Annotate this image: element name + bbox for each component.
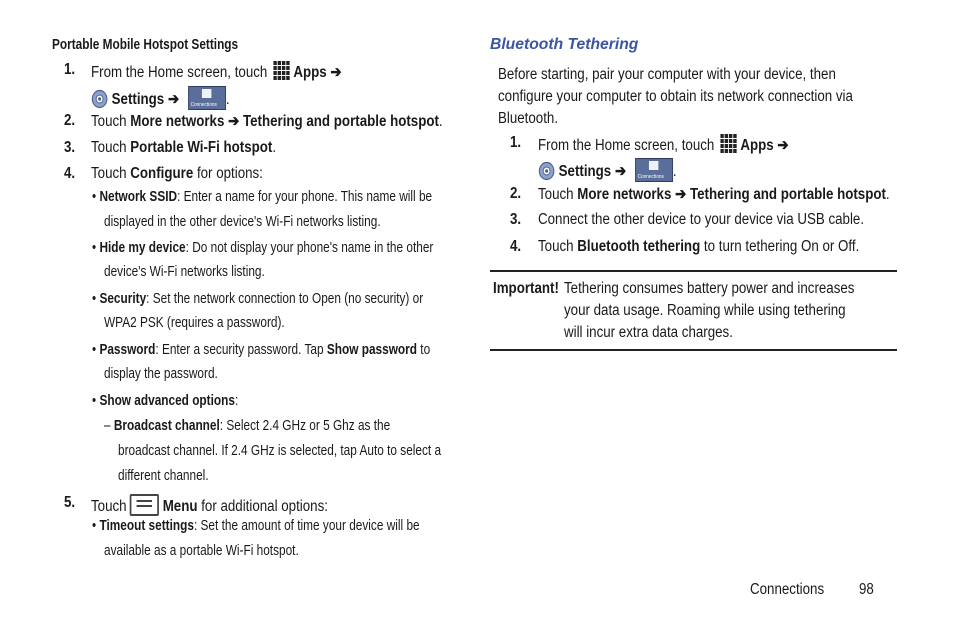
step-number: 2. [510,185,522,202]
settings-gear-icon [91,89,108,109]
bullet-security: • Security: Set the network connection to Open (no security) or [92,291,424,307]
intro-line-2: configure your computer to obtain its network connection via [498,88,853,105]
apps-grid-icon [721,134,738,154]
connections-tab-icon: Connections [635,158,673,182]
footer-section: Connections [750,581,825,598]
page-number: 98 [859,581,874,598]
bullet-timeout-settings-cont: available as a portable Wi-Fi hotspot. [104,543,299,559]
section-title: Portable Mobile Hotspot Settings [52,37,239,53]
step-5-line: Touch Menu for additional options: [91,494,328,516]
sub-bullet-broadcast-channel: – Broadcast channel: Select 2.4 GHz or 5 Ghz as the [104,418,391,434]
step-1-line-2: Settings ➔ Connections . [91,86,230,110]
step-number: 4. [510,238,522,255]
important-line-3: will incur extra data charges. [564,324,733,341]
r-step-3-line: Connect the other device to your device via USB cable. [538,211,865,228]
intro-line-3: Bluetooth. [498,110,559,127]
r-step-1-line: From the Home screen, touch Apps ➔ [538,134,789,155]
section-heading: Bluetooth Tethering [490,36,639,53]
step-number: 3. [510,211,522,228]
r-step-4-line: Touch Bluetooth tethering to turn tethering On or Off. [538,238,860,255]
bullet-security-cont: WPA2 PSK (requires a password). [104,315,285,331]
intro-line-1: Before starting, pair your computer with your device, then [498,66,836,83]
sub-bullet-cont-1: broadcast channel. If 2.4 GHz is selected, tap Auto to select a [118,443,442,459]
bullet-advanced-options: • Show advanced options: [92,393,239,409]
important-top-rule [490,270,897,272]
step-number: 5. [64,494,76,511]
apps-grid-icon [274,61,291,81]
bullet-network-ssid-cont: displayed in the other device's Wi-Fi networks listing. [104,214,381,230]
sub-bullet-cont-2: different channel. [118,468,209,484]
menu-key-icon [130,494,159,516]
step-4-line: Touch Configure for options: [91,165,263,182]
settings-gear-icon [538,161,555,181]
important-label: Important! [493,280,559,297]
bullet-password: • Password: Enter a security password. Tap Show password to [92,342,431,358]
step-number: 2. [64,112,76,129]
step-number: 3. [64,139,76,156]
step-3-line: Touch Portable Wi-Fi hotspot. [91,139,277,156]
step-2-line: Touch More networks ➔ Tethering and portable hotspot. [91,113,443,130]
step-number: 1. [64,61,76,78]
important-line-1: Tethering consumes battery power and increases [564,280,855,297]
bullet-hide-my-device: • Hide my device: Do not display your phone's name in the other [92,240,434,256]
bullet-timeout-settings: • Timeout settings: Set the amount of time your device will be [92,518,420,534]
important-bottom-rule [490,349,897,351]
step-number: 4. [64,165,76,182]
r-step-2-line: Touch More networks ➔ Tethering and portable hotspot. [538,186,890,203]
r-step-1-line-2: Settings ➔ Connections . [538,158,677,182]
bullet-hide-my-device-cont: device's Wi-Fi networks listing. [104,264,265,280]
bullet-network-ssid: • Network SSID: Enter a name for your phone. This name will be [92,189,433,205]
important-line-2: your data usage. Roaming while using tethering [564,302,846,319]
step-1-line: From the Home screen, touch Apps ➔ [91,61,342,82]
bullet-password-cont: display the password. [104,366,218,382]
connections-tab-icon: Connections [188,86,226,110]
step-number: 1. [510,134,522,151]
